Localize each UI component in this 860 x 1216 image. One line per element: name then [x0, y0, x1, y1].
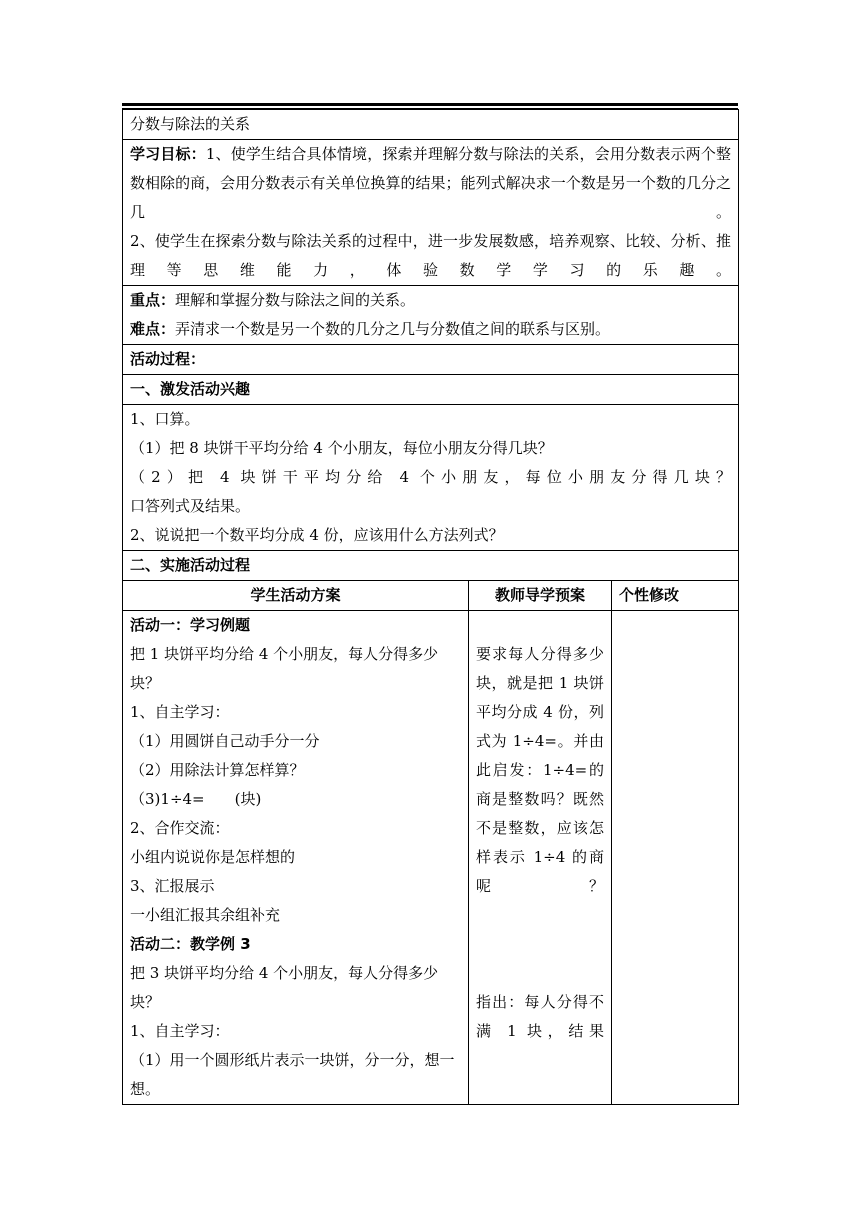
section1-line-3: （2）把 4 块饼干平均分给 4 个小朋友，每位小朋友分得几块？: [130, 468, 732, 486]
section1-content: [123, 405, 739, 551]
lesson-title: 分数与除法的关系: [123, 110, 739, 140]
goals-paragraph-2: 2、使学生在探索分数与除法关系的过程中，进一步发展数感，培养观察、比较、分析、推理等思维能力，体验数学学习的乐趣。: [130, 232, 732, 279]
teacher-note-2: 指出：每人分得不满 1 块，结果: [476, 993, 604, 1040]
difficulty-label: 难点：: [130, 320, 176, 338]
activity1-line-2: 1、自主学习：: [130, 703, 230, 721]
column-header-custom: 个性修改: [612, 581, 739, 611]
column-header-teacher: 教师导学预案: [469, 581, 612, 611]
section1-line-4: 口答列式及结果。: [130, 497, 251, 515]
student-activity-cell: [123, 611, 469, 1105]
activity1-line-5: （3)1÷4= (块): [130, 790, 262, 808]
custom-edit-cell: [612, 611, 739, 1105]
activity2-line-1: 把 3 块饼平均分给 4 个小朋友，每人分得多少块？: [130, 964, 439, 1011]
lesson-plan-table: [122, 109, 739, 1105]
difficulty-point: [130, 315, 731, 344]
activity2-line-2: 1、自主学习：: [130, 1022, 230, 1040]
key-label: 重点：: [130, 291, 176, 309]
goals-paragraph-1: [130, 140, 731, 227]
teacher-spacer-mid: [476, 901, 604, 988]
section1-line-5: 2、说说把一个数平均分成 4 份，应该用什么方法列式？: [130, 526, 504, 544]
difficulty-text: 弄清求一个数是另一个数的几分之几与分数值之间的联系与区别。: [175, 320, 611, 338]
activity1-line-8: 3、汇报展示: [130, 877, 215, 895]
process-label: 活动过程：: [123, 345, 739, 375]
section1-line-1: 1、口算。: [130, 410, 200, 428]
activity1-line-1: 把 1 块饼平均分给 4 个小朋友，每人分得多少块？: [130, 645, 439, 692]
teacher-spacer-top: [476, 611, 604, 640]
column-header-student: 学生活动方案: [123, 581, 469, 611]
teacher-note-1: 要求每人分得多少块，就是把 1 块饼平均分成 4 份，列式为 1÷4=。并由此启发：1÷4=的商是整数吗？既然不是整数，应该怎样表示 1÷4 的商呢？: [476, 645, 604, 895]
activity1-line-4: （2）用除法计算怎样算？: [130, 761, 305, 779]
activity1-line-6: 2、合作交流：: [130, 819, 230, 837]
key-point: [130, 286, 731, 315]
section1-line-2: （1）把 8 块饼干平均分给 4 个小朋友，每位小朋友分得几块？: [130, 439, 553, 457]
teacher-guide-cell: [469, 611, 612, 1105]
section2-heading: 二、实施活动过程: [123, 551, 739, 581]
goals-label: 学习目标：: [130, 145, 206, 163]
key-text: 理解和掌握分数与除法之间的关系。: [175, 291, 416, 309]
goals-text-1: 1、使学生结合具体情境，探索并理解分数与除法的关系，会用分数表示两个整数相除的商，会用分数表示有关单位换算的结果；能列式解决求一个数是另一个数的几分之几。: [130, 145, 732, 221]
key-points-cell: [123, 286, 739, 345]
header-rule-thick: [122, 103, 738, 106]
activity2-title: 活动二：教学例 3: [130, 935, 251, 953]
section1-heading: 一、激发活动兴趣: [123, 375, 739, 405]
learning-goals-cell: [123, 140, 739, 286]
activity1-line-7: 小组内说说你是怎样想的: [130, 848, 296, 866]
activity2-line-3: （1）用一个圆形纸片表示一块饼，分一分，想一想。: [130, 1051, 455, 1098]
activity1-line-3: （1）用圆饼自己动手分一分: [130, 732, 320, 750]
activity1-title: 活动一：学习例题: [130, 616, 251, 634]
activity1-line-9: 一小组汇报其余组补充: [130, 906, 281, 924]
